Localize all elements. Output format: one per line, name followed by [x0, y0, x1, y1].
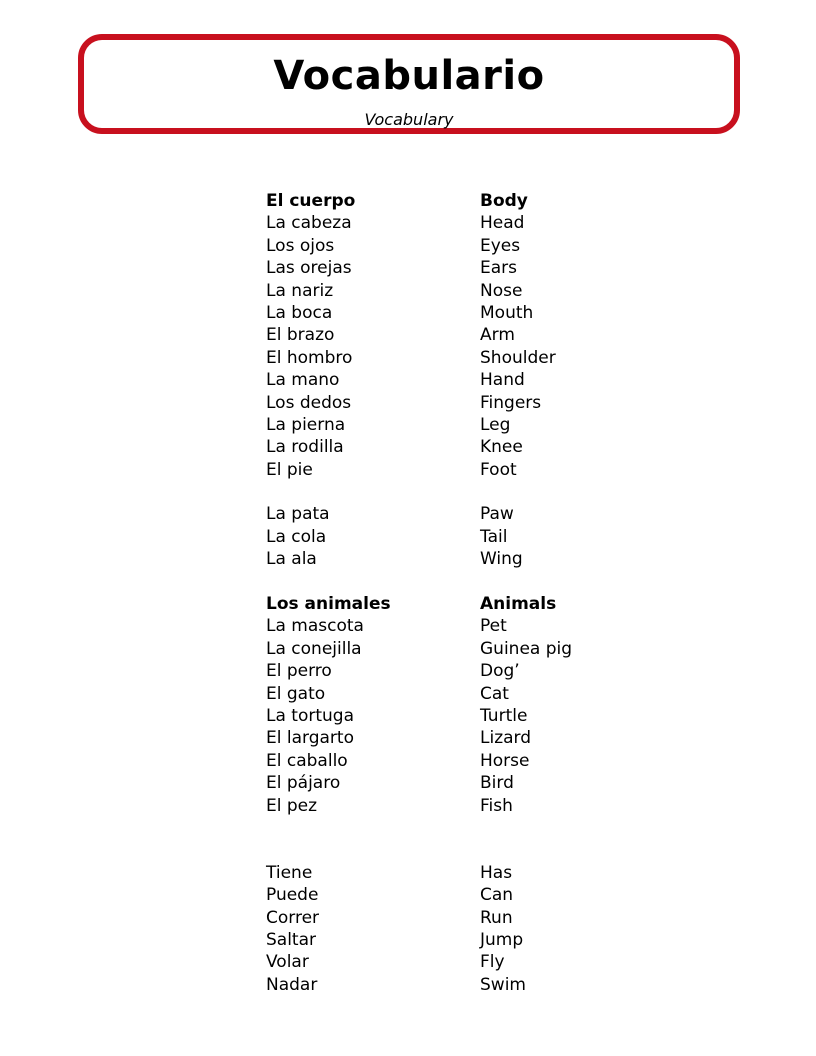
spanish-term: La cola	[266, 526, 327, 547]
vocab-row	[266, 750, 626, 772]
english-term: Jump	[480, 929, 524, 950]
spanish-term: El pájaro	[266, 773, 341, 794]
spanish-term: La ala	[266, 549, 317, 570]
section-header-animals	[266, 593, 626, 615]
english-term: Fish	[480, 795, 513, 816]
vocab-row	[266, 705, 626, 727]
spanish-term: La mascota	[266, 616, 364, 637]
spanish-term: Correr	[266, 907, 320, 928]
english-term: Fly	[480, 952, 505, 973]
english-term: Knee	[480, 437, 523, 458]
english-term: Cat	[480, 683, 509, 704]
spanish-term: La boca	[266, 302, 333, 323]
spacer	[266, 817, 626, 862]
english-term: Hand	[480, 370, 525, 391]
vocab-row	[266, 548, 626, 570]
spanish-term: El perro	[266, 661, 332, 682]
vocab-row	[266, 615, 626, 637]
spanish-term: El pez	[266, 795, 318, 816]
vocab-row	[266, 235, 626, 257]
spanish-term: La tortuga	[266, 705, 354, 726]
vocab-row	[266, 414, 626, 436]
english-term: Fingers	[480, 392, 542, 413]
english-term: Eyes	[480, 235, 521, 256]
spanish-term: Volar	[266, 952, 309, 973]
english-term: Wing	[480, 549, 523, 570]
vocab-row	[266, 727, 626, 749]
english-term: Turtle	[480, 705, 528, 726]
heading-english: Animals	[480, 594, 557, 615]
vocab-row	[266, 974, 626, 996]
spanish-term: La cabeza	[266, 213, 352, 234]
english-term: Horse	[480, 750, 530, 771]
spanish-term: El hombro	[266, 347, 353, 368]
english-term: Swim	[480, 974, 526, 995]
spanish-term: El pie	[266, 459, 313, 480]
spanish-term: La conejilla	[266, 638, 362, 659]
vocab-row	[266, 392, 626, 414]
heading-spanish: El cuerpo	[266, 191, 356, 211]
vocab-row	[266, 436, 626, 458]
english-term: Dog’	[480, 661, 520, 682]
vocab-row	[266, 459, 626, 481]
spanish-term: Tiene	[266, 862, 313, 883]
vocab-list	[266, 190, 626, 996]
english-term: Bird	[480, 773, 514, 794]
spanish-term: Saltar	[266, 929, 317, 950]
vocab-row	[266, 772, 626, 794]
vocab-row	[266, 280, 626, 302]
english-term: Guinea pig	[480, 638, 573, 659]
vocab-row	[266, 862, 626, 884]
english-term: Nose	[480, 280, 523, 301]
spanish-term: La mano	[266, 370, 340, 391]
english-term: Head	[480, 213, 525, 234]
spanish-term: La pierna	[266, 414, 346, 435]
page-title: Vocabulario	[273, 53, 545, 99]
vocab-row	[266, 795, 626, 817]
english-term: Tail	[480, 526, 508, 547]
vocab-row	[266, 347, 626, 369]
vocab-row	[266, 257, 626, 279]
spanish-term: Nadar	[266, 974, 318, 995]
spanish-term: La rodilla	[266, 437, 344, 458]
heading-english: Body	[480, 191, 528, 211]
spanish-term: Los ojos	[266, 235, 335, 256]
spacer	[266, 571, 626, 593]
vocab-row	[266, 660, 626, 682]
heading-spanish: Los animales	[266, 594, 391, 615]
vocab-row	[266, 638, 626, 660]
vocab-row	[266, 212, 626, 234]
vocab-row	[266, 369, 626, 391]
vocab-row	[266, 884, 626, 906]
english-term: Ears	[480, 258, 518, 279]
vocab-row	[266, 683, 626, 705]
english-term: Has	[480, 862, 513, 883]
english-term: Can	[480, 885, 514, 906]
english-term: Leg	[480, 414, 511, 435]
english-term: Paw	[480, 504, 514, 525]
spanish-term: Las orejas	[266, 258, 352, 279]
spacer	[266, 481, 626, 503]
section-header-body	[266, 190, 626, 212]
english-term: Mouth	[480, 302, 534, 323]
spanish-term: La nariz	[266, 280, 334, 301]
spanish-term: El largarto	[266, 728, 354, 749]
vocab-row	[266, 302, 626, 324]
vocab-row	[266, 324, 626, 346]
spanish-term: El caballo	[266, 750, 348, 771]
english-term: Lizard	[480, 728, 532, 749]
spanish-term: Puede	[266, 885, 319, 906]
title-box	[78, 34, 740, 134]
vocab-row	[266, 907, 626, 929]
page-subtitle: Vocabulary	[364, 110, 454, 129]
vocab-row	[266, 526, 626, 548]
english-term: Arm	[480, 325, 515, 346]
vocab-row	[266, 503, 626, 525]
spanish-term: El gato	[266, 683, 326, 704]
english-term: Pet	[480, 616, 507, 637]
english-term: Shoulder	[480, 347, 556, 368]
english-term: Foot	[480, 459, 517, 480]
vocab-row	[266, 951, 626, 973]
vocab-row	[266, 929, 626, 951]
spanish-term: El brazo	[266, 325, 335, 346]
spanish-term: Los dedos	[266, 392, 352, 413]
english-term: Run	[480, 907, 513, 928]
spanish-term: La pata	[266, 504, 330, 525]
